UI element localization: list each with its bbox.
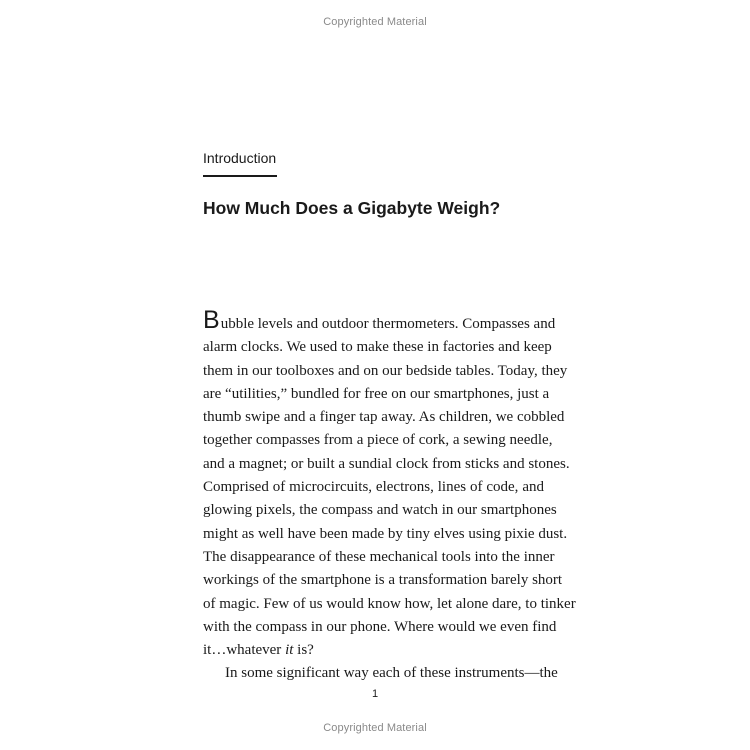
chapter-divider (203, 175, 277, 177)
body-line-8: Comprised of microcircuits, electrons, lines of code, and (203, 479, 544, 496)
paragraph-2-line-1: In some significant way each of these instruments—the (225, 665, 558, 682)
body-line-12: workings of the smartphone is a transformation barely short (203, 572, 563, 589)
body-line-10: might as well have been made by tiny elves using pixie dust. (203, 525, 568, 542)
body-line-5: thumb swipe and a finger tap away. As children, we cobbled (203, 409, 565, 426)
body-line-15: it…whatever it is? (203, 642, 314, 659)
page-number: 1 (371, 688, 379, 700)
body-line-7: and a magnet; or built a sundial clock from sticks and stones. (203, 455, 570, 472)
body-text (203, 306, 576, 686)
body-line-9: glowing pixels, the compass and watch in our smartphones (203, 502, 557, 519)
body-line-4: are “utilities,” bundled for free on our smartphones, just a (203, 385, 550, 402)
body-line-13: of magic. Few of us would know how, let alone dare, to tinker (203, 595, 576, 612)
chapter-label: Introduction (203, 150, 277, 166)
copyright-watermark-top: Copyrighted Material (323, 16, 427, 28)
body-line-3: them in our toolboxes and on our bedside tables. Today, they (203, 362, 568, 379)
body-line-11: The disappearance of these mechanical tools into the inner (203, 548, 555, 565)
copyright-watermark-bottom: Copyrighted Material (323, 722, 427, 734)
body-line-6: together compasses from a piece of cork, a sewing needle, (203, 432, 553, 449)
drop-cap: B (203, 306, 220, 334)
body-line-1: Bubble levels and outdoor thermometers. Compasses and (203, 306, 556, 334)
body-line-2: alarm clocks. We used to make these in factories and keep (203, 339, 552, 356)
chapter-title: How Much Does a Gigabyte Weigh? (203, 198, 501, 218)
body-line-14: with the compass in our phone. Where would we even find (203, 618, 557, 635)
